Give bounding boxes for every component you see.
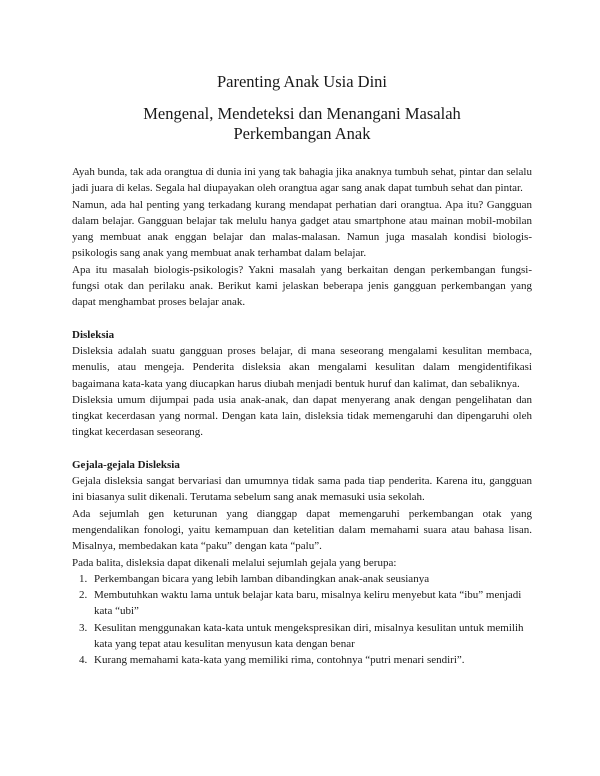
page-title: Parenting Anak Usia Dini: [216, 72, 388, 91]
intro-paragraph-1: Ayah bunda, tak ada orangtua di dunia ini yang tak bahagia jika anaknya tumbuh sehat, pintar dan selalu jadi juara di kelas. Segala hal diupayakan oleh orangtua agar sang anak dapat tumbuh sehat dan pintar.: [72, 166, 532, 195]
symptoms-paragraph-1: Gejala disleksia sangat bervariasi dan umumnya tidak sama pada tiap penderita. Karena itu, gangguan ini biasanya sulit dikenali. Terutama sebelum sang anak memasuki usia sekolah.: [72, 475, 532, 504]
list-item: 1. Perkembangan bicara yang lebih lamban dibandingkan anak-anak seusianya: [90, 571, 532, 587]
dyslexia-paragraph-2: Disleksia umum dijumpai pada usia anak-anak, dan dapat menyerang anak dengan pengelihatan dan tingkat kecerdasan yang normal. Dengan kata lain, disleksia tidak memengaruhi dan dipengaruhi oleh tingkat kecerdasan seseorang.: [72, 393, 532, 439]
section-heading-symptoms: Gejala-gejala Disleksia: [72, 458, 180, 471]
list-item: 2. Membutuhkan waktu lama untuk belajar kata baru, misalnya keliru menyebut kata “ibu” menjadi kata “ubi”: [90, 587, 532, 620]
section-spacer: [72, 441, 532, 457]
symptoms-paragraph-3: Pada balita, disleksia dapat dikenali melalui sejumlah gejala yang berupa:: [72, 556, 397, 569]
section-heading-dyslexia: Disleksia: [72, 328, 115, 341]
list-item: 4. Kurang memahami kata-kata yang memiliki rima, contohnya “putri menari sendiri”.: [90, 652, 532, 668]
article-subtitle: Mengenal, Mendeteksi dan Menangani Masalah Perkembangan Anak: [143, 104, 461, 143]
intro-paragraph-3: Apa itu masalah biologis-psikologis? Yakni masalah yang berkaitan dengan perkembangan fungsi-fungsi otak dan perilaku anak. Berikut kami jelaskan beberapa jenis gangguan perkembangan yang dapat menghambat proses belajar anak.: [72, 263, 532, 309]
document-page: [72, 72, 532, 669]
dyslexia-paragraph-1: Disleksia adalah suatu gangguan proses belajar, di mana seseorang mengalami kesulitan membaca, menulis, atau mengeja. Penderita disleksia akan mengalami kesulitan dalam mengidentifikasi bagaimana kata-kata yang diucapkan harus diubah menjadi bentuk huruf dan kalimat, dan sebaliknya.: [72, 344, 532, 390]
symptoms-list: [72, 571, 532, 669]
list-item: 3. Kesulitan menggunakan kata-kata untuk mengekspresikan diri, misalnya kesulitan untuk memilih kata yang tepat atau kesulitan menyusun kata dengan benar: [90, 620, 532, 653]
intro-paragraph-2: Namun, ada hal penting yang terkadang kurang mendapat perhatian dari orangtua. Apa itu? Gangguan dalam belajar. Gangguan belajar tak melulu hanya gadget atau smartphone atau mainan mobil-mobilan yang membuat anak enggan belajar dan malas-malasan. Namun juga masalah kondisi biologis-psikologis sang anak yang membuat anak terhambat dalam belajar.: [72, 198, 532, 260]
symptoms-paragraph-2: Ada sejumlah gen keturunan yang dianggap dapat memengaruhi perkembangan otak yang mengendalikan fonologi, yaitu kemampuan dan ketelitian dalam memahami suara atau bahasa lisan. Misalnya, membedakan kata “paku” dengan kata “palu”.: [72, 507, 532, 553]
section-spacer: [72, 311, 532, 327]
